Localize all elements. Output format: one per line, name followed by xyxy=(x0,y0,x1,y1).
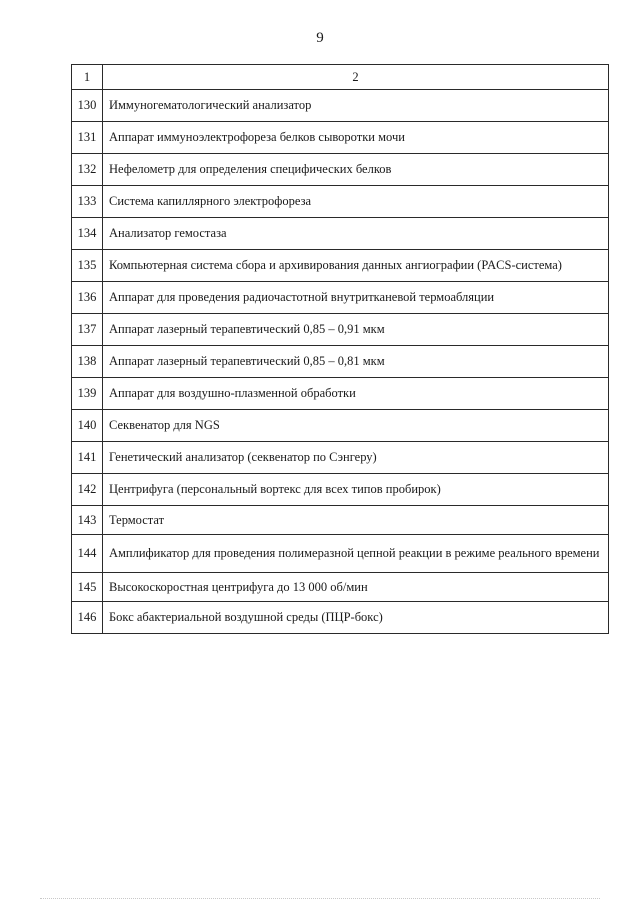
row-text: Секвенатор для NGS xyxy=(103,410,609,442)
row-text: Компьютерная система сбора и архивирования данных ангиографии (PACS-система) xyxy=(103,250,609,282)
row-text: Амплификатор для проведения полимеразной цепной реакции в режиме реального времени xyxy=(103,535,609,573)
row-text: Аппарат лазерный терапевтический 0,85 – 0,91 мкм xyxy=(103,314,609,346)
row-number: 146 xyxy=(72,602,103,634)
table-row xyxy=(72,282,609,314)
header-col-2: 2 xyxy=(103,65,609,90)
table-row xyxy=(72,573,609,602)
header-col-1: 1 xyxy=(72,65,103,90)
row-text: Аппарат для проведения радиочастотной внутритканевой термоабляции xyxy=(103,282,609,314)
row-number: 134 xyxy=(72,218,103,250)
table-row xyxy=(72,154,609,186)
row-number: 143 xyxy=(72,506,103,535)
row-text: Бокс абактериальной воздушной среды (ПЦР-бокс) xyxy=(103,602,609,634)
row-text: Термостат xyxy=(103,506,609,535)
table-row xyxy=(72,506,609,535)
table-row xyxy=(72,474,609,506)
row-number: 141 xyxy=(72,442,103,474)
row-number: 144 xyxy=(72,535,103,573)
row-text: Аппарат лазерный терапевтический 0,85 – 0,81 мкм xyxy=(103,346,609,378)
table-row xyxy=(72,314,609,346)
row-text: Анализатор гемостаза xyxy=(103,218,609,250)
table-row xyxy=(72,378,609,410)
row-text: Центрифуга (персональный вортекс для всех типов пробирок) xyxy=(103,474,609,506)
table-row xyxy=(72,122,609,154)
row-number: 138 xyxy=(72,346,103,378)
equipment-table xyxy=(71,64,609,634)
row-number: 145 xyxy=(72,573,103,602)
row-number: 131 xyxy=(72,122,103,154)
row-number: 139 xyxy=(72,378,103,410)
table-row xyxy=(72,218,609,250)
table-row xyxy=(72,442,609,474)
table-row xyxy=(72,346,609,378)
table-header-row xyxy=(72,65,609,90)
table-row xyxy=(72,410,609,442)
row-text: Аппарат для воздушно-плазменной обработки xyxy=(103,378,609,410)
row-text: Система капиллярного электрофореза xyxy=(103,186,609,218)
table-row xyxy=(72,90,609,122)
row-text: Нефелометр для определения специфических белков xyxy=(103,154,609,186)
table-row xyxy=(72,602,609,634)
table-row xyxy=(72,535,609,573)
table-row xyxy=(72,250,609,282)
table-row xyxy=(72,186,609,218)
row-number: 137 xyxy=(72,314,103,346)
row-text: Иммуногематологический анализатор xyxy=(103,90,609,122)
row-number: 132 xyxy=(72,154,103,186)
row-number: 130 xyxy=(72,90,103,122)
row-text: Аппарат иммуноэлектрофореза белков сыворотки мочи xyxy=(103,122,609,154)
row-number: 133 xyxy=(72,186,103,218)
row-number: 136 xyxy=(72,282,103,314)
row-number: 135 xyxy=(72,250,103,282)
row-number: 142 xyxy=(72,474,103,506)
row-text: Высокоскоростная центрифуга до 13 000 об/мин xyxy=(103,573,609,602)
row-number: 140 xyxy=(72,410,103,442)
scan-edge-divider xyxy=(40,898,600,899)
page-number: 9 xyxy=(316,30,324,46)
row-text: Генетический анализатор (секвенатор по Сэнгеру) xyxy=(103,442,609,474)
